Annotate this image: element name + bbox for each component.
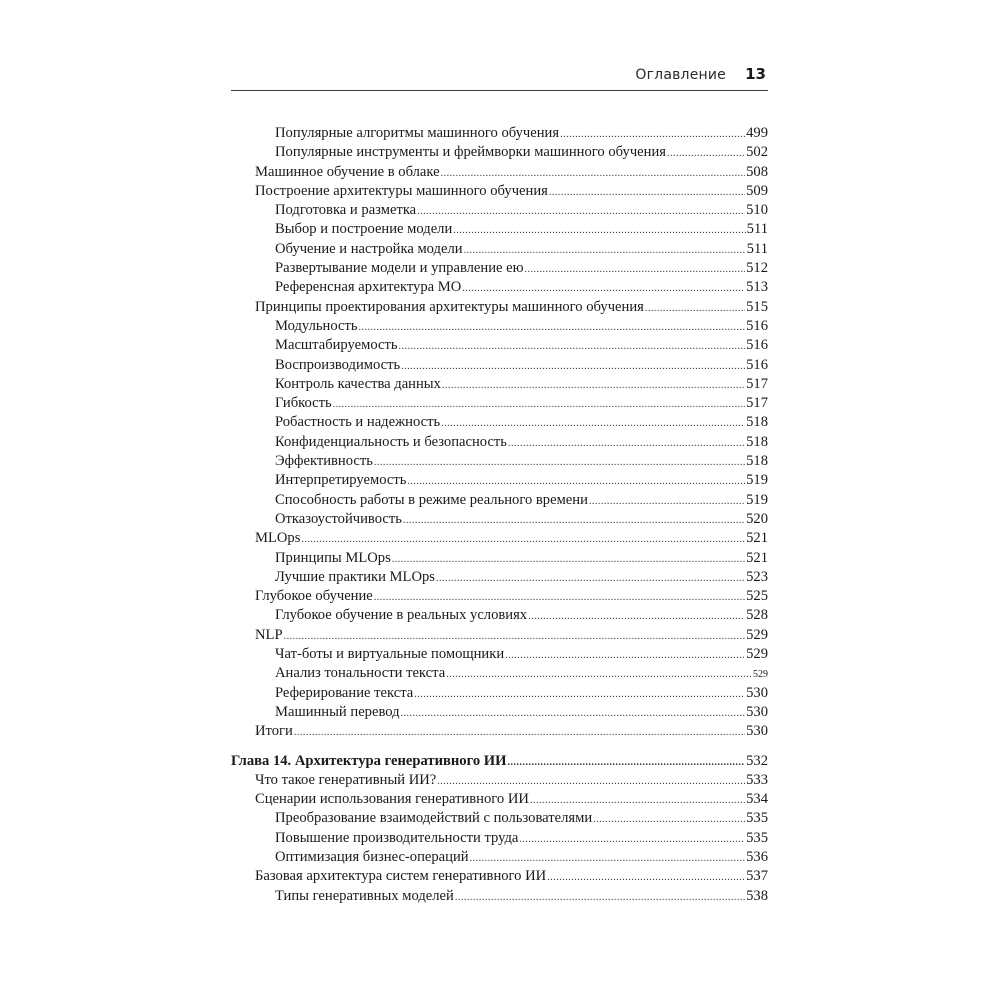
toc-leader-dots [667,144,745,163]
toc-entry-page: 534 [746,791,768,808]
toc-leader-dots [508,753,746,772]
toc-leader-dots [417,202,745,221]
toc-entry [231,356,768,375]
toc-entry-page: 515 [746,298,768,315]
toc-entry [231,645,768,664]
toc-leader-dots [549,183,745,202]
toc-entry [231,471,768,490]
toc-leader-dots [401,704,746,723]
toc-entry [231,684,768,703]
toc-entry-page: 508 [746,163,768,180]
toc-leader-dots [301,530,745,549]
toc-entry-title: Эффективность [275,453,373,470]
toc-leader-dots [284,627,746,646]
toc-entry-title: Интерпретируемость [275,472,407,489]
toc-entry [231,703,768,722]
toc-entry-page: 521 [746,530,768,547]
toc-entry [231,722,768,741]
toc-entry-page: 511 [746,240,768,257]
toc-entry-page: 519 [746,491,768,508]
toc-entry-page: 528 [746,607,768,624]
toc-entry-page: 529 [746,626,768,643]
toc-leader-dots [333,395,745,414]
toc-entry [231,259,768,278]
chapter-gap [231,742,768,752]
toc-leader-dots [441,414,745,433]
toc-entry [231,336,768,355]
toc-entry-title: Контроль качества данных [275,375,441,392]
toc-entry-page: 525 [746,588,768,605]
toc-entry-page: 499 [746,125,768,141]
toc-entry-title: Выбор и построение модели [275,221,453,238]
toc-leader-dots [547,868,745,887]
toc-entry-title: Итоги [255,723,293,740]
toc-entry [231,278,768,297]
toc-leader-dots [392,550,745,569]
toc-entry-page: 520 [746,510,768,527]
toc-leader-dots [436,569,745,588]
toc-entry-page: 532 [746,752,768,769]
toc-entry [231,829,768,848]
toc-entry-page: 509 [746,182,768,199]
toc-entry-page: 536 [746,848,768,865]
toc-entry-title: Принципы MLOps [275,549,391,566]
toc-entry-title: Лучшие практики MLOps [275,568,435,585]
toc-leader-dots [401,357,745,376]
toc-entry-page: 516 [746,356,768,373]
toc-entry-page: 511 [746,221,768,238]
toc-leader-dots [525,260,746,279]
toc-entry-page: 521 [746,549,768,566]
toc-entry [231,220,768,239]
toc-entry-page: 537 [746,868,768,885]
toc-leader-dots [403,511,745,530]
toc-entry-page: 529 [753,669,768,681]
toc-entry-page: 523 [746,568,768,585]
toc-entry-title: NLP [255,626,283,643]
toc-entry [231,491,768,510]
toc-entry [231,867,768,886]
toc-leader-dots [519,830,745,849]
toc-entry [231,394,768,413]
toc-entry-page: 513 [746,279,768,296]
toc-entry-page: 512 [746,260,768,277]
toc-entry-title: Что такое генеративный ИИ? [255,771,437,788]
toc-entry-title: Базовая архитектура систем генеративного ИИ [255,868,547,885]
toc-entry-title: Масштабируемость [275,337,398,354]
toc-entry [231,568,768,587]
toc-entry [231,887,768,906]
toc-leader-dots [462,279,745,298]
toc-entry-title: Глубокое обучение в реальных условиях [275,607,528,624]
toc-leader-dots [505,646,745,665]
toc-entry-title: Конфиденциальность и безопасность [275,433,507,450]
toc-leader-dots [441,164,746,183]
toc-entry [231,201,768,220]
toc-entry-title: Повышение производительности труда [275,829,519,846]
toc-entry [231,664,768,683]
toc-entry-page: 516 [746,317,768,334]
toc-leader-dots [407,472,745,491]
toc-entry-page: 535 [746,810,768,827]
toc-entry-page: 533 [746,771,768,788]
toc-entry-title: Преобразование взаимодействий с пользователями [275,810,593,827]
toc-entry-title: Глубокое обучение [255,588,373,605]
toc-entry-page: 517 [746,375,768,392]
toc-leader-dots [589,492,745,511]
toc-entry-page: 530 [746,684,768,701]
toc-entry [231,790,768,809]
toc-entry [231,124,768,143]
toc-entry [231,240,768,259]
toc-entry [231,433,768,452]
toc-entry [231,375,768,394]
page-number: 13 [745,65,766,83]
toc-entry [231,606,768,625]
toc-entry-title: Оптимизация бизнес-операций [275,848,469,865]
toc-entry-page: 518 [746,453,768,470]
toc-entry-page: 530 [746,703,768,720]
toc-leader-dots [437,772,745,791]
toc-entry-title: Модульность [275,317,358,334]
toc-entry-title: Популярные инструменты и фреймворки машинного обучения [275,144,666,161]
toc-leader-dots [560,125,745,144]
toc-entry-title: Способность работы в режиме реального времени [275,491,588,508]
toc-entry [231,317,768,336]
running-header [231,62,768,91]
toc-leader-dots [530,791,745,810]
toc-entry-title: Машинный перевод [275,703,400,720]
toc-entry-title: Реферирование текста [275,684,414,701]
toc-entry-title: Популярные алгоритмы машинного обучения [275,125,560,141]
toc-entry-title: Робастность и надежность [275,414,441,431]
toc-leader-dots [414,685,745,704]
toc-entry-page: 530 [746,723,768,740]
toc-entry-title: Анализ тональности текста [275,665,446,682]
toc-leader-dots [593,810,745,829]
running-header-title: Оглавление [635,67,726,83]
toc-leader-dots [464,241,746,260]
toc-entry-title: Машинное обучение в облаке [255,163,440,180]
toc-entry [231,848,768,867]
toc-entry-page: 517 [746,395,768,412]
toc-entry-page: 518 [746,414,768,431]
toc-entry-title: Глава 14. Архитектура генеративного ИИ [231,752,507,769]
toc-entry-title: Отказоустойчивость [275,510,402,527]
toc-entry-page: 535 [746,829,768,846]
toc-entry [231,452,768,471]
toc-leader-dots [508,434,745,453]
toc-entry-page: 519 [746,472,768,489]
toc-entry-page: 518 [746,433,768,450]
toc-chapter-entry [231,752,768,771]
toc-entry-page: 538 [746,887,768,904]
toc-leader-dots [470,849,746,868]
toc-entry-page: 529 [746,646,768,663]
toc-entry-title: Воспроизводимость [275,356,401,373]
toc-leader-dots [374,588,745,607]
toc-leader-dots [359,318,746,337]
toc-entry [231,510,768,529]
toc-entry [231,163,768,182]
toc-entry [231,809,768,828]
toc-entry-title: Подготовка и разметка [275,202,417,219]
toc-entry-title: Сценарии использования генеративного ИИ [255,791,529,808]
toc-entry-page: 516 [746,337,768,354]
toc-leader-dots [455,888,745,907]
toc-entry [231,549,768,568]
toc-leader-dots [453,221,745,240]
toc-entry-title: Обучение и настройка модели [275,240,463,257]
toc-leader-dots [442,376,745,395]
toc-entry-title: Развертывание модели и управление ею [275,260,524,277]
toc-leader-dots [645,299,745,318]
toc-entry-page: 510 [746,202,768,219]
toc-entry [231,771,768,790]
toc-entry [231,587,768,606]
toc-entry-title: Гибкость [275,395,332,412]
toc-entry-page: 502 [746,144,768,161]
toc-entry-title: MLOps [255,530,301,547]
toc-leader-dots [528,607,745,626]
toc-entry-title: Типы генеративных моделей [275,887,454,904]
toc-entry [231,298,768,317]
toc-leader-dots [374,453,745,472]
toc-entry-title: Чат-боты и виртуальные помощники [275,646,505,663]
toc-entry-title: Референсная архитектура МО [275,279,462,296]
toc-entry [231,143,768,162]
toc-entry [231,182,768,201]
toc-leader-dots [446,665,752,684]
toc-leader-dots [294,723,745,742]
toc-entry-title: Принципы проектирования архитектуры машинного обучения [255,298,644,315]
toc-entry [231,626,768,645]
toc-leader-dots [399,337,746,356]
table-of-contents [231,124,768,906]
toc-entry [231,529,768,548]
toc-entry [231,413,768,432]
toc-entry-title: Построение архитектуры машинного обучения [255,182,548,199]
